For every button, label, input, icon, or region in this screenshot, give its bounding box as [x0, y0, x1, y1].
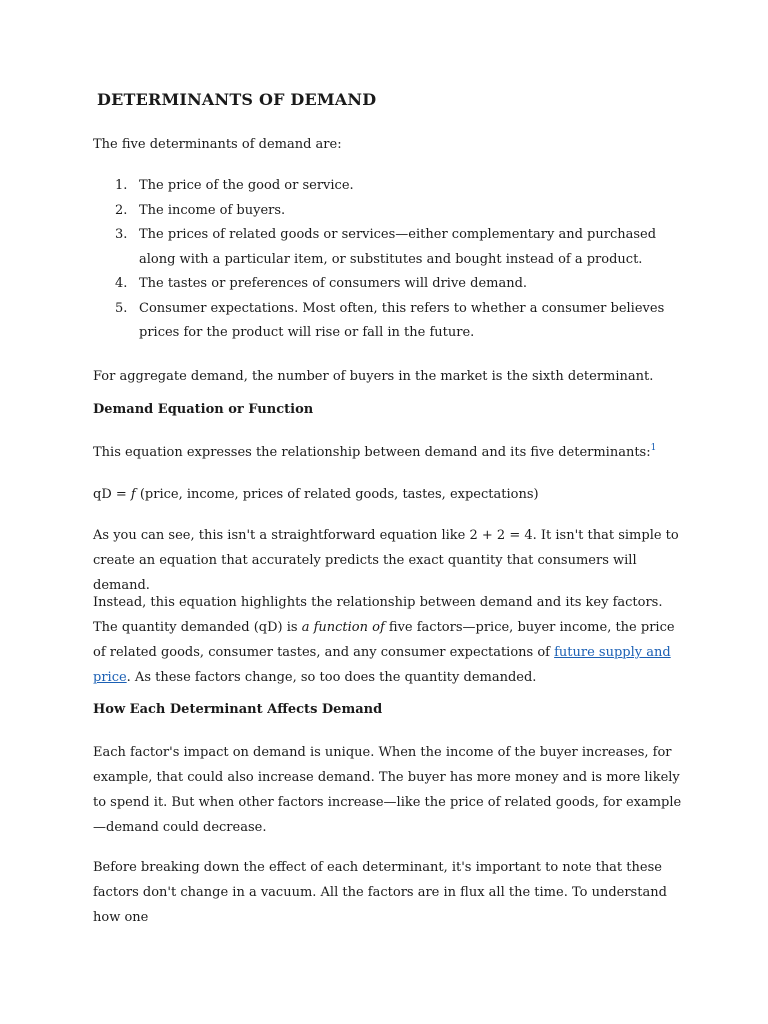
list-item-text: The income of buyers.	[139, 202, 286, 218]
equation-intro-paragraph	[93, 440, 683, 465]
list-item-text: The tastes or preferences of consumers will drive demand.	[139, 276, 528, 291]
list-number: 2.	[115, 202, 128, 218]
equation-intro-text: This equation expresses the relationship between demand and its five determinants:	[93, 445, 651, 460]
list-item-text: The prices of related goods or services—either complementary and purchased along with a particular item, or substitutes and bought instead of a product.	[139, 227, 657, 267]
aggregate-paragraph: For aggregate demand, the number of buyers in the market is the sixth determinant.	[93, 369, 654, 384]
list-item	[93, 223, 683, 272]
intro-paragraph: The five determinants of demand are:	[93, 137, 342, 152]
list-number: 3.	[115, 227, 128, 242]
equation-explanation-paragraph: As you can see, this isn't a straightforward equation like 2 + 2 = 4. It isn't that simple to create an equation that accurately predicts the exact quantity that consumers will demand.	[93, 528, 679, 593]
function-explanation-paragraph	[93, 590, 683, 690]
equation-lhs: qD =	[93, 487, 131, 502]
list-item	[93, 174, 683, 199]
italic-phrase: a function of	[301, 620, 385, 635]
paragraph-text: five factors—price, buyer income, the price of related goods, consumer tastes, and any consumer expectations of	[93, 620, 675, 660]
section-heading-demand-equation: Demand Equation or Function	[93, 402, 314, 417]
factor-impact-paragraph: Each factor's impact on demand is unique. When the income of the buyer increases, for example, that could also increase demand. The buyer has more money and is more likely to spend it. But when other factors increase—like the price of related goods, for example—demand could decrease.	[93, 745, 682, 835]
list-number: 1.	[115, 178, 128, 193]
paragraph-text: . As these factors change, so too does the quantity demanded.	[126, 670, 537, 685]
paragraph-text: Instead, this equation highlights the relationship between demand and its key factors. The quantity demanded (qD) is	[93, 595, 663, 635]
future-supply-price-link[interactable]: future supply and price	[93, 645, 671, 685]
list-item	[93, 272, 683, 297]
equation-function-symbol: f	[130, 487, 136, 502]
list-number: 5.	[115, 300, 128, 316]
section-heading-determinant-effects: How Each Determinant Affects Demand	[93, 702, 383, 717]
list-item	[93, 199, 683, 224]
determinants-list	[93, 174, 683, 346]
list-item	[93, 297, 683, 346]
demand-equation	[93, 482, 683, 507]
page-title: DETERMINANTS OF DEMAND	[97, 90, 377, 109]
list-item-text: Consumer expectations. Most often, this refers to whether a consumer believes prices for the product will rise or fall in the future.	[139, 300, 665, 340]
footnote-link[interactable]: 1	[650, 443, 657, 453]
flux-paragraph: Before breaking down the effect of each determinant, it's important to note that these factors don't change in a vacuum. All the factors are in flux all the time. To understand how one	[93, 860, 667, 925]
list-number: 4.	[115, 276, 128, 291]
list-item-text: The price of the good or service.	[139, 178, 354, 193]
equation-arguments: (price, income, prices of related goods, tastes, expectations)	[135, 487, 539, 502]
